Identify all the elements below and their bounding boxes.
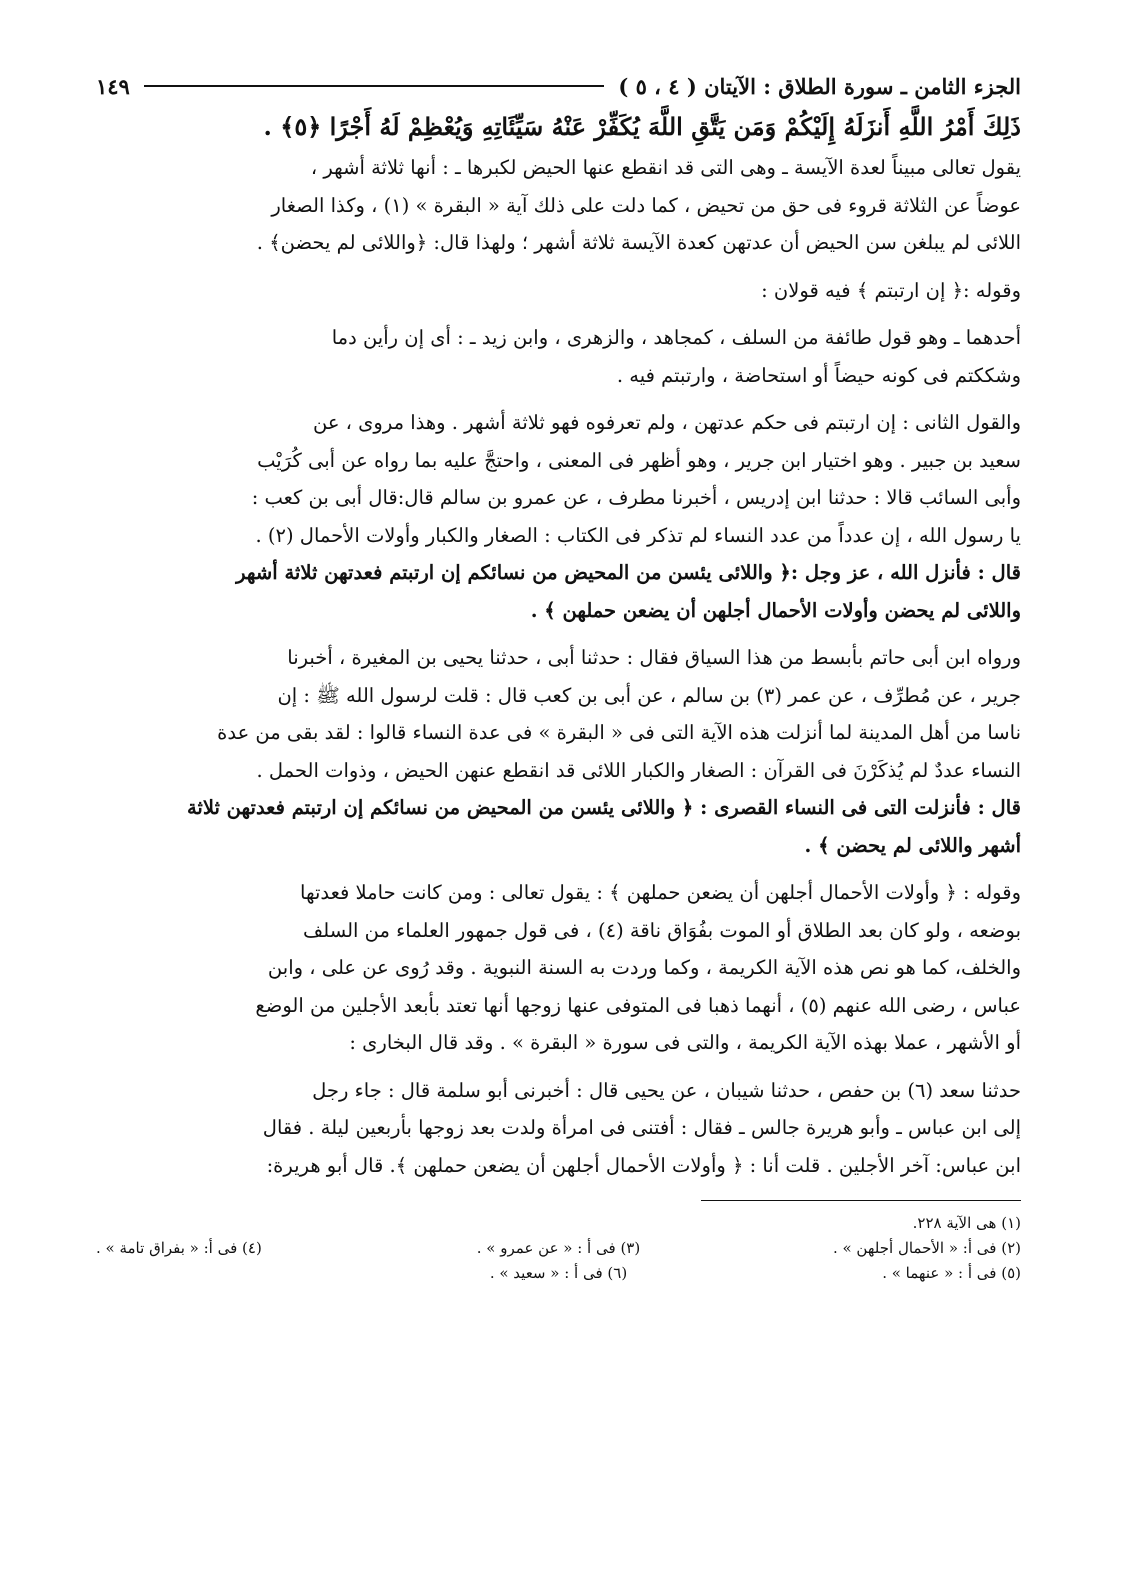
footnote-row [96,1261,1021,1286]
footnote: (٢) فى أ: « الأحمال أجلهن » . [832,1239,1021,1257]
footnote-row [96,1211,1021,1236]
footnote [406,1211,711,1236]
text-line: ورواه ابن أبى حاتم بأبسط من هذا السياق فقال : حدثنا أبى ، حدثنا يحيى بن المغيرة ، أخبرنا [287,646,1021,669]
text-line: وقوله :﴿ إن ارتبتم ﴾ فيه قولان : [761,278,1021,302]
footnote: (٤) فى أ: « بفراق تامة » . [96,1239,262,1257]
text-line: حدثنا سعد (٦) بن حفص ، حدثنا شيبان ، عن يحيى قال : أخبرنى أبو سلمة قال : جاء رجل [312,1078,1021,1102]
footnote: (٦) فى أ : « سعيد » . [489,1264,628,1282]
paragraph-3 [96,319,1021,394]
text-line: اللائى لم يبلغن سن الحيض أن عدتهن كعدة الآيسة ثلاثة أشهر ؛ ولهذا قال: ﴿واللائى لم يحضن﴾ . [256,231,1021,254]
book-page [96,66,1021,1536]
text-line: والقول الثانى : إن ارتبتم فى حكم عدتهن ، ولم تعرفوه فهو ثلاثة أشهر . وهذا مروى ، عن [312,411,1021,434]
footnote-row [96,1236,1021,1261]
text-line: بوضعه ، ولو كان بعد الطلاق أو الموت بفُوَاق ناقة (٤) ، فى قول جمهور العلماء من السلف [303,918,1021,942]
text-line: ناسا من أهل المدينة لما أنزلت هذه الآية التى فى « البقرة » فى عدة النساء قالوا : لقد بقى من عدة [217,721,1021,744]
footnote: (١) هى الآية ٢٢٨. [912,1214,1021,1232]
text-line: أو الأشهر ، عملا بهذه الآية الكريمة ، والتى فى سورة « البقرة » . وقد قال البخارى : [349,1031,1021,1054]
paragraph-2 [96,272,1021,310]
footnote [96,1261,401,1286]
paragraph-6 [96,874,1021,1062]
text-line: عباس ، رضى الله عنهم (٥) ، أنهما ذهبا فى المتوفى عنها زوجها أنها تعتد بأبعد الأجلين من الوضع [255,993,1021,1017]
text-line: يا رسول الله ، إن عدداً من عدد النساء لم تذكر فى الكتاب : الصغار والكبار وأولات الأحمال (٢) . [255,523,1021,547]
text-line: وشككتم فى كونه حيضاً أو استحاضة ، وارتبتم فيه . [616,363,1021,387]
text-line: وأبى السائب قالا : حدثنا ابن إدريس ، أخبرنا مطرف ، عن عمرو بن سالم قال:قال أبى بن كعب : [251,486,1021,509]
quran-quote-line: قال : فأنزل الله ، عز وجل :﴿ واللائى يئسن من المحيض من نسائكم إن ارتبتم فعدتهن ثلاثة أشهر [236,561,1021,584]
text-line: وقوله : ﴿ وأولات الأحمال أجلهن أن يضعن حملهن ﴾ : يقول تعالى : ومن كانت حاملا فعدتها [300,881,1021,904]
quran-quote-line: واللائى لم يحضن وأولات الأحمال أجلهن أن يضعن حملهن ﴾ . [530,598,1021,622]
text-line: سعيد بن جبير . وهو اختيار ابن جرير ، وهو أظهر فى المعنى ، واحتجَّ عليه بما رواه عن أبى كُرَيْب [257,448,1021,472]
text-line: النساء عددٌ لم يُذكَرْنَ فى القرآن : الصغار والكبار اللائى قد انقطع عنهن الحيض ، وذوات الحمل . [256,758,1021,782]
verse-heading: ذَلِكَ أَمْرُ اللَّهِ أَنزَلَهُ إِلَيْكُمْ وَمَن يَتَّقِ اللَّهَ يُكَفِّرْ عَنْهُ سَيِّئَاتِهِ وَيُعْظِمْ لَهُ أَجْرًا ﴿٥﴾ . [263,112,1021,141]
header-rule [144,85,604,87]
footnote-separator [701,1200,1021,1201]
paragraph-1 [96,149,1021,262]
footnote: (٣) فى أ : « عن عمرو » . [476,1239,641,1257]
text-line: أحدهما ـ وهو قول طائفة من السلف ، كمجاهد ، والزهرى ، وابن زيد ـ : أى إن رأين دما [331,326,1021,349]
text-line: عوضاً عن الثلاثة قروء فى حق من تحيض ، كما دلت على ذلك آية « البقرة » (١) ، وكذا الصغار [271,193,1021,217]
text-line: جرير ، عن مُطرِّف ، عن عمر (٣) بن سالم ، عن أبى بن كعب قال : قلت لرسول الله ﷺ : إن [277,683,1021,707]
paragraph-5 [96,639,1021,864]
paragraph-7 [96,1072,1021,1185]
quran-quote-line: أشهر واللائى لم يحضن ﴾ . [804,833,1021,857]
text-line: إلى ابن عباس ـ وأبو هريرة جالس ـ فقال : أفتنى فى امرأة ولدت بعد زوجها بأربعين ليلة . فقال [262,1116,1021,1139]
text-line: ابن عباس: آخر الأجلين . قلت أنا : ﴿ وأولات الأحمال أجلهن أن يضعن حملهن ﴾. قال أبو هريرة: [266,1153,1021,1177]
paragraph-4 [96,404,1021,629]
header-title: الجزء الثامن ـ سورة الطلاق : الآيتان ( ٤ ، ٥ ) [618,73,1021,99]
page-number: ١٤٩ [96,73,130,99]
quran-quote-line: قال : فأنزلت التى فى النساء القصرى : ﴿ واللائى يئسن من المحيض من نسائكم إن ارتبتم فعدتهن ثلاثة [186,796,1021,819]
footnote: (٥) فى أ : « عنهما » . [882,1264,1021,1282]
footnote [96,1211,401,1236]
footnotes [96,1211,1021,1286]
text-line: يقول تعالى مبيناً لعدة الآيسة ـ وهى التى قد انقطع عنها الحيض لكبرها ـ : أنها ثلاثة أشهر ، [310,156,1021,179]
text-line: والخلف، كما هو نص هذه الآية الكريمة ، وكما وردت به السنة النبوية . وقد رُوى عن على ، وابن [267,956,1021,979]
running-header [96,66,1021,106]
